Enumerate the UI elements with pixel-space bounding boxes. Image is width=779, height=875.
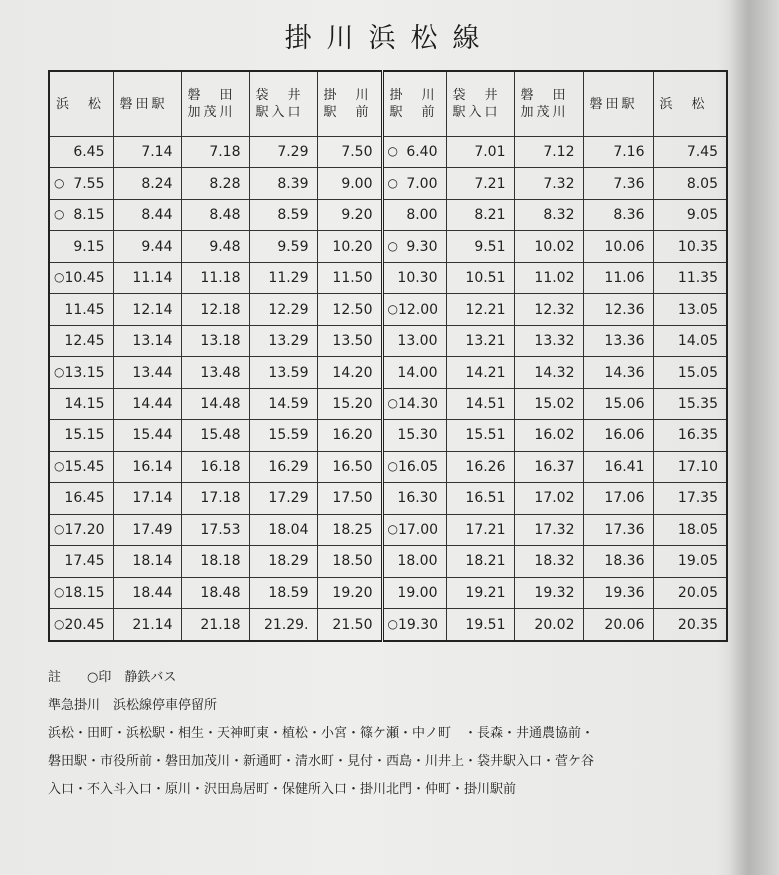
stops-line: 磐田駅・市役所前・磐田加茂川・新通町・清水町・見付・西島・川井上・袋井駅入口・菅ケ谷 — [48, 754, 595, 769]
column-header — [317, 71, 382, 137]
time-cell: 16.26 — [446, 451, 514, 482]
time-cell: 14.51 — [446, 388, 514, 419]
circle-mark: ○ — [387, 616, 398, 631]
time-cell — [382, 577, 446, 608]
time-value: 15.30 — [397, 427, 438, 444]
time-cell: 12.29 — [249, 294, 317, 325]
time-cell: 18.05 — [653, 514, 727, 545]
time-value: 17.00 — [397, 521, 439, 538]
time-cell — [49, 388, 113, 419]
time-cell: 21.14 — [113, 609, 181, 641]
time-cell: 13.18 — [181, 325, 249, 356]
time-cell: 11.14 — [113, 262, 181, 293]
time-cell: 16.50 — [317, 451, 382, 482]
time-cell — [49, 483, 113, 514]
time-cell: 13.05 — [653, 294, 727, 325]
time-cell — [382, 514, 446, 545]
time-cell: 8.36 — [583, 199, 653, 230]
column-header-label: 浜 松 — [659, 96, 708, 112]
time-value: 12.45 — [64, 333, 105, 350]
time-cell: 11.02 — [514, 262, 583, 293]
circle-mark: ○ — [54, 584, 65, 599]
column-header — [514, 71, 583, 137]
notes-section — [48, 664, 758, 804]
time-value: 14.00 — [397, 364, 438, 381]
time-cell: 14.32 — [514, 357, 583, 388]
time-value: 10.45 — [64, 270, 105, 287]
time-value: 19.30 — [397, 616, 439, 633]
time-cell: 18.14 — [113, 546, 181, 577]
time-cell: 7.45 — [653, 137, 727, 168]
circle-mark: ○ — [54, 521, 65, 536]
time-cell: 7.50 — [317, 137, 382, 168]
time-cell: 21.50 — [317, 609, 382, 641]
time-cell — [382, 483, 446, 514]
time-cell — [382, 388, 446, 419]
time-cell: 14.05 — [653, 325, 727, 356]
time-cell: 15.59 — [249, 420, 317, 451]
time-cell — [49, 168, 113, 199]
time-value: 14.30 — [397, 395, 439, 412]
time-cell: 8.48 — [181, 199, 249, 230]
time-value: 8.00 — [406, 207, 438, 224]
time-cell: 17.53 — [181, 514, 249, 545]
time-cell: 8.44 — [113, 199, 181, 230]
time-cell: 9.05 — [653, 199, 727, 230]
table-row — [49, 325, 727, 356]
time-value: 11.45 — [64, 301, 105, 318]
time-cell: 18.25 — [317, 514, 382, 545]
column-header — [653, 71, 727, 137]
column-header-label: 加茂川 — [187, 105, 236, 120]
time-value: 19.00 — [397, 584, 438, 601]
time-value: 8.15 — [73, 207, 105, 224]
time-cell — [49, 294, 113, 325]
time-cell: 19.36 — [583, 577, 653, 608]
time-cell: 12.50 — [317, 294, 382, 325]
column-header — [249, 71, 317, 137]
time-cell: 7.18 — [181, 137, 249, 168]
column-header-label: 磐田駅 — [119, 96, 168, 112]
circle-mark: ○ — [54, 270, 65, 285]
time-cell: 20.05 — [653, 577, 727, 608]
time-value: 6.45 — [73, 144, 105, 161]
column-header — [446, 71, 514, 137]
time-cell: 17.36 — [583, 514, 653, 545]
time-cell — [382, 231, 446, 262]
time-cell: 7.01 — [446, 137, 514, 168]
time-cell: 11.29 — [249, 262, 317, 293]
time-cell: 18.44 — [113, 577, 181, 608]
time-cell: 9.48 — [181, 231, 249, 262]
time-cell: 19.05 — [653, 546, 727, 577]
circle-mark: ○ — [54, 616, 65, 631]
time-value: 16.30 — [397, 490, 438, 507]
table-row — [49, 199, 727, 230]
note-circle-legend: 註 ○印 静鉄バス — [48, 670, 177, 685]
time-cell: 21.29. — [249, 609, 317, 641]
time-cell: 16.20 — [317, 420, 382, 451]
circle-mark: ○ — [387, 395, 398, 410]
time-cell: 15.35 — [653, 388, 727, 419]
time-cell: 18.29 — [249, 546, 317, 577]
table-row — [49, 137, 727, 168]
table-row — [49, 546, 727, 577]
circle-mark: ○ — [387, 238, 398, 253]
table-row — [49, 451, 727, 482]
time-cell: 17.50 — [317, 483, 382, 514]
time-cell: 15.48 — [181, 420, 249, 451]
column-header-label: 駅入口 — [452, 105, 501, 120]
column-header-label: 加茂川 — [520, 105, 569, 120]
column-header — [113, 71, 181, 137]
time-cell: 16.18 — [181, 451, 249, 482]
column-header-label: 磐田駅 — [589, 96, 638, 112]
time-cell: 15.02 — [514, 388, 583, 419]
time-cell — [49, 357, 113, 388]
circle-mark: ○ — [387, 175, 398, 190]
time-cell — [49, 137, 113, 168]
time-cell — [49, 199, 113, 230]
time-cell: 10.06 — [583, 231, 653, 262]
time-cell: 13.29 — [249, 325, 317, 356]
time-cell: 10.51 — [446, 262, 514, 293]
time-cell: 18.21 — [446, 546, 514, 577]
time-cell: 9.51 — [446, 231, 514, 262]
time-cell: 7.29 — [249, 137, 317, 168]
time-cell: 19.51 — [446, 609, 514, 641]
time-value: 12.00 — [397, 301, 439, 318]
time-cell: 16.41 — [583, 451, 653, 482]
time-cell: 13.36 — [583, 325, 653, 356]
time-cell: 17.29 — [249, 483, 317, 514]
time-cell: 16.06 — [583, 420, 653, 451]
header-row — [49, 71, 727, 137]
time-value: 15.15 — [64, 427, 105, 444]
time-cell: 17.18 — [181, 483, 249, 514]
time-cell — [382, 357, 446, 388]
time-cell: 14.48 — [181, 388, 249, 419]
column-header-label: 袋 井 — [255, 88, 304, 103]
time-cell: 18.36 — [583, 546, 653, 577]
time-cell: 9.20 — [317, 199, 382, 230]
time-cell: 14.21 — [446, 357, 514, 388]
column-header-label: 袋 井 — [452, 88, 501, 103]
time-cell: 11.50 — [317, 262, 382, 293]
time-cell: 15.20 — [317, 388, 382, 419]
time-cell: 12.18 — [181, 294, 249, 325]
time-cell: 15.06 — [583, 388, 653, 419]
table-row — [49, 514, 727, 545]
table-row — [49, 231, 727, 262]
time-cell: 12.21 — [446, 294, 514, 325]
time-cell: 17.06 — [583, 483, 653, 514]
time-cell: 16.02 — [514, 420, 583, 451]
time-cell: 13.50 — [317, 325, 382, 356]
table-row — [49, 294, 727, 325]
table-row — [49, 388, 727, 419]
time-cell: 15.51 — [446, 420, 514, 451]
time-cell — [382, 168, 446, 199]
time-cell: 8.28 — [181, 168, 249, 199]
column-header-label: 磐 田 — [187, 88, 236, 103]
time-cell: 16.29 — [249, 451, 317, 482]
time-cell: 8.32 — [514, 199, 583, 230]
time-cell: 16.35 — [653, 420, 727, 451]
timetable-header — [49, 71, 727, 137]
time-cell: 8.39 — [249, 168, 317, 199]
time-cell: 11.06 — [583, 262, 653, 293]
time-cell: 18.18 — [181, 546, 249, 577]
time-cell — [382, 262, 446, 293]
time-cell — [382, 294, 446, 325]
time-value: 9.15 — [73, 238, 105, 255]
circle-mark: ○ — [54, 207, 65, 222]
column-header-label: 駅 前 — [389, 105, 438, 120]
circle-mark: ○ — [54, 175, 65, 190]
circle-mark: ○ — [387, 301, 398, 316]
time-cell — [49, 420, 113, 451]
time-cell: 7.21 — [446, 168, 514, 199]
time-value: 17.45 — [64, 553, 105, 570]
time-cell: 8.24 — [113, 168, 181, 199]
time-cell: 14.20 — [317, 357, 382, 388]
time-cell: 17.35 — [653, 483, 727, 514]
time-cell: 21.18 — [181, 609, 249, 641]
stops-line: 浜松・田町・浜松駅・相生・天神町東・植松・小宮・篠ケ瀬・中ノ町 ・長森・井通農協前・ — [48, 726, 595, 741]
stops-line: 入口・不入斗入口・原川・沢田鳥居町・保健所入口・掛川北門・仲町・掛川駅前 — [48, 782, 517, 797]
time-value: 6.40 — [406, 144, 438, 161]
time-cell: 18.32 — [514, 546, 583, 577]
time-cell: 12.36 — [583, 294, 653, 325]
column-header — [181, 71, 249, 137]
time-cell: 8.59 — [249, 199, 317, 230]
time-cell: 13.14 — [113, 325, 181, 356]
time-cell — [49, 609, 113, 641]
time-cell — [49, 577, 113, 608]
time-cell: 16.37 — [514, 451, 583, 482]
circle-mark: ○ — [54, 364, 65, 379]
time-cell: 7.16 — [583, 137, 653, 168]
time-cell — [382, 451, 446, 482]
column-header-label: 浜 松 — [56, 96, 105, 112]
time-cell: 20.02 — [514, 609, 583, 641]
time-cell: 17.21 — [446, 514, 514, 545]
time-cell — [49, 262, 113, 293]
time-value: 15.45 — [64, 458, 105, 475]
time-cell: 19.21 — [446, 577, 514, 608]
time-cell — [382, 420, 446, 451]
time-cell: 13.44 — [113, 357, 181, 388]
time-cell: 17.02 — [514, 483, 583, 514]
timetable-body — [49, 137, 727, 642]
circle-mark: ○ — [387, 521, 398, 536]
time-cell: 20.35 — [653, 609, 727, 641]
stops-title: 準急掛川 浜松線停車停留所 — [48, 698, 218, 713]
time-cell: 17.49 — [113, 514, 181, 545]
circle-mark: ○ — [387, 144, 398, 159]
time-cell — [49, 546, 113, 577]
time-cell: 13.48 — [181, 357, 249, 388]
time-cell — [49, 325, 113, 356]
column-header-label: 駅入口 — [255, 105, 304, 120]
circle-mark: ○ — [387, 458, 398, 473]
time-cell: 19.20 — [317, 577, 382, 608]
time-cell — [382, 137, 446, 168]
time-cell: 14.36 — [583, 357, 653, 388]
time-value: 20.45 — [64, 616, 105, 633]
column-header — [49, 71, 113, 137]
time-value: 18.15 — [64, 584, 105, 601]
time-value: 13.00 — [397, 333, 438, 350]
time-cell: 18.04 — [249, 514, 317, 545]
time-value: 10.30 — [397, 270, 438, 287]
time-cell — [382, 199, 446, 230]
time-cell: 14.44 — [113, 388, 181, 419]
time-value: 9.30 — [406, 238, 438, 255]
time-cell: 18.50 — [317, 546, 382, 577]
time-cell: 16.14 — [113, 451, 181, 482]
table-row — [49, 483, 727, 514]
column-header — [583, 71, 653, 137]
time-cell: 15.05 — [653, 357, 727, 388]
column-header-label: 掛 川 — [323, 88, 372, 103]
page-title: 掛川浜松線 — [284, 23, 495, 54]
table-row — [49, 168, 727, 199]
time-cell: 10.02 — [514, 231, 583, 262]
time-cell: 15.44 — [113, 420, 181, 451]
column-header — [382, 71, 446, 137]
time-cell: 19.32 — [514, 577, 583, 608]
time-cell: 17.10 — [653, 451, 727, 482]
table-row — [49, 420, 727, 451]
time-cell: 20.06 — [583, 609, 653, 641]
time-cell: 9.59 — [249, 231, 317, 262]
time-cell: 12.32 — [514, 294, 583, 325]
time-cell: 9.00 — [317, 168, 382, 199]
column-header-label: 掛 川 — [389, 88, 438, 103]
timetable — [48, 70, 728, 642]
time-cell: 7.36 — [583, 168, 653, 199]
time-cell: 7.12 — [514, 137, 583, 168]
column-header-label: 磐 田 — [520, 88, 569, 103]
time-cell: 8.21 — [446, 199, 514, 230]
table-row — [49, 609, 727, 641]
time-value: 7.00 — [406, 175, 438, 192]
time-value: 13.15 — [64, 364, 105, 381]
time-cell: 14.59 — [249, 388, 317, 419]
time-value: 16.05 — [397, 458, 439, 475]
time-cell — [49, 451, 113, 482]
time-cell: 18.59 — [249, 577, 317, 608]
time-cell: 13.21 — [446, 325, 514, 356]
time-cell — [382, 609, 446, 641]
time-cell: 12.14 — [113, 294, 181, 325]
time-cell: 16.51 — [446, 483, 514, 514]
time-cell: 11.35 — [653, 262, 727, 293]
circle-mark: ○ — [54, 458, 65, 473]
time-cell — [382, 325, 446, 356]
column-header-label: 駅 前 — [323, 105, 372, 120]
time-value: 17.20 — [64, 521, 105, 538]
time-cell: 17.32 — [514, 514, 583, 545]
time-cell: 7.32 — [514, 168, 583, 199]
time-cell: 10.35 — [653, 231, 727, 262]
time-cell: 13.32 — [514, 325, 583, 356]
time-value: 14.15 — [64, 395, 105, 412]
time-cell: 7.14 — [113, 137, 181, 168]
time-cell: 17.14 — [113, 483, 181, 514]
time-cell — [49, 231, 113, 262]
time-value: 16.45 — [64, 490, 105, 507]
table-row — [49, 262, 727, 293]
time-cell — [382, 546, 446, 577]
time-cell: 8.05 — [653, 168, 727, 199]
table-row — [49, 357, 727, 388]
table-row — [49, 577, 727, 608]
time-cell: 10.20 — [317, 231, 382, 262]
time-cell: 18.48 — [181, 577, 249, 608]
time-cell: 13.59 — [249, 357, 317, 388]
time-value: 7.55 — [73, 175, 105, 192]
time-value: 18.00 — [397, 553, 438, 570]
time-cell: 9.44 — [113, 231, 181, 262]
time-cell: 11.18 — [181, 262, 249, 293]
time-cell — [49, 514, 113, 545]
